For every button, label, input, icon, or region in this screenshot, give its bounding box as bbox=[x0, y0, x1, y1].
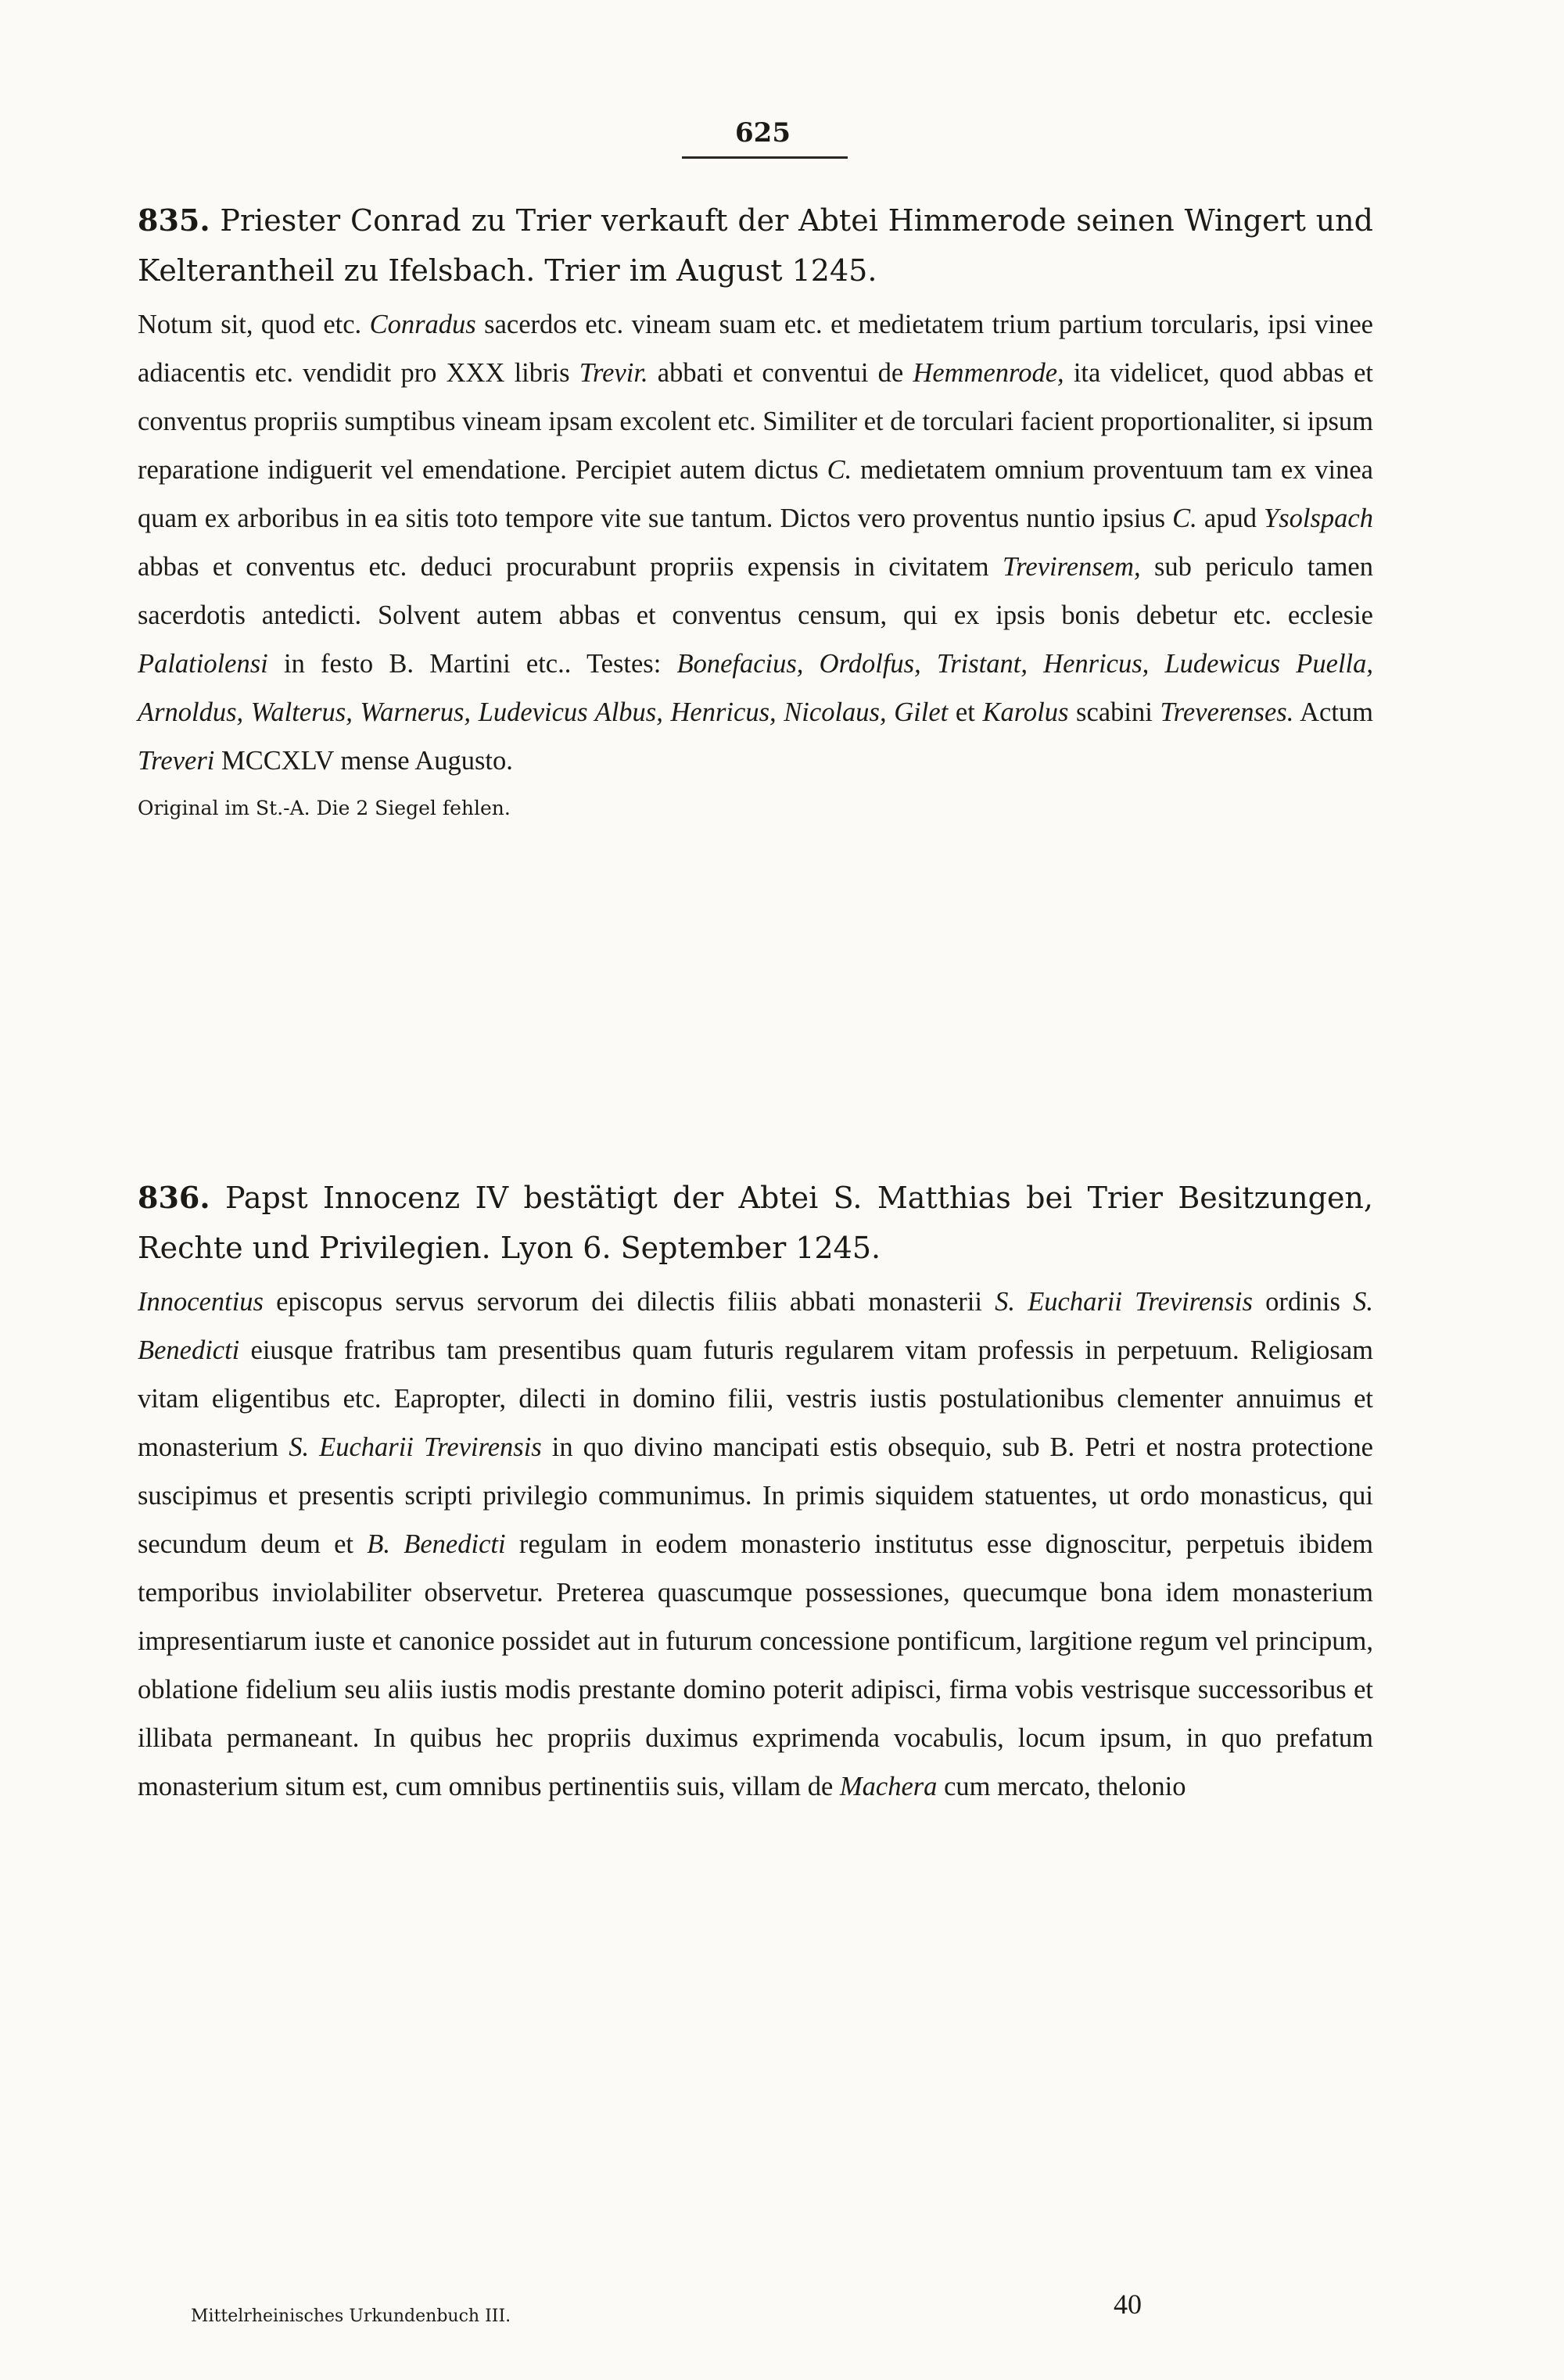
page-number: 625 bbox=[735, 117, 791, 149]
italic-text-run: Machera bbox=[839, 1772, 938, 1801]
text-run: eiusque fratribus tam presentibus quam futuris regularem vitam professis in perpetuum. Religiosam vitam eligentibus etc. Eapropter, dilecti in domino filii, vestris iustis postulationibus clementer annuimus et monasterium bbox=[138, 1335, 1373, 1462]
italic-text-run: Conradus bbox=[369, 310, 476, 339]
text-run: Actum bbox=[1293, 697, 1373, 727]
italic-text-run: C. bbox=[827, 455, 852, 485]
text-run: et bbox=[948, 697, 983, 727]
text-run: in festo B. Martini etc.. Testes: bbox=[267, 649, 677, 679]
italic-text-run: Bonefacius, Ordolfus, Tristant, Henricus, Ludewicus Puella, Arnoldus, Walterus, Warnerus, Ludevicus Albus, Henricus, Nicolaus, Gilet bbox=[138, 649, 1373, 727]
italic-text-run: Karolus bbox=[982, 697, 1069, 727]
italic-text-run: S. Benedicti bbox=[138, 1287, 1373, 1365]
italic-text-run: Palatiolensi bbox=[138, 649, 268, 679]
footer-title: Mittelrheinisches Urkundenbuch III. bbox=[191, 2307, 511, 2326]
text-run: abbati et conventui de bbox=[647, 358, 913, 388]
entry-body bbox=[138, 300, 1373, 785]
italic-text-run: S. Eucharii Trevirensis bbox=[289, 1432, 542, 1462]
entry-number: 836. bbox=[138, 1180, 210, 1215]
italic-text-run: Ysolspach bbox=[1264, 504, 1373, 533]
signature-number: 40 bbox=[1114, 2289, 1142, 2320]
italic-text-run: Treveri bbox=[138, 746, 215, 776]
text-run: episcopus servus servorum dei dilectis filiis abbati monasterii bbox=[263, 1287, 995, 1317]
text-run: MCCXLV mense Augusto. bbox=[214, 746, 513, 776]
italic-text-run: C. bbox=[1172, 504, 1197, 533]
entry-note: Original im St.-A. Die 2 Siegel fehlen. bbox=[138, 797, 511, 819]
text-run: sacerdos etc. vineam suam etc. et medietatem trium partium torcularis, ipsi vinee adiacentis etc. vendidit pro XXX libris bbox=[138, 310, 1373, 388]
entry-title: Papst Innocenz IV bestätigt der Abtei S. Matthias bei Trier Besitzungen, Rechte und Privilegien. bbox=[138, 1181, 1373, 1265]
entry-date: Trier im August 1245. bbox=[544, 253, 877, 288]
text-run: in quo divino mancipati estis obsequio, sub B. Petri et nostra protectione suscipimus et presentis scripti privilegio communimus. In primis siquidem statuentes, ut ordo monasticus, qui secundum deum et bbox=[138, 1432, 1373, 1559]
entry-date: Lyon 6. September 1245. bbox=[500, 1231, 881, 1265]
entry-836 bbox=[138, 1173, 1373, 1811]
text-run: scabini bbox=[1068, 697, 1160, 727]
entry-heading bbox=[138, 195, 1373, 296]
entry-body bbox=[138, 1278, 1373, 1811]
entry-heading bbox=[138, 1173, 1373, 1273]
text-run: apud bbox=[1196, 504, 1264, 533]
text-run: cum mercato, thelonio bbox=[937, 1772, 1186, 1801]
text-run: regulam in eodem monasterio institutus esse dignoscitur, perpetuis ibidem temporibus inviolabiliter observetur. Preterea quascumque possessiones, quecumque bona idem monasterium impresentiarum iuste et canonice possidet aut in futurum concessione pontificum, largitione regum vel principum, oblatione fidelium seu aliis iustis modis prestante domino poterit adipisci, firma vobis vestrisque successoribus et illibata permaneant. In quibus hec propriis duximus exprimenda vocabulis, locum ipsum, in quo prefatum monasterium situm est, cum omnibus pertinentiis suis, villam de bbox=[138, 1529, 1374, 1801]
entry-835 bbox=[138, 195, 1373, 829]
text-run: ordinis bbox=[1252, 1287, 1354, 1317]
entry-title: Priester Conrad zu Trier verkauft der Abtei Himmerode seinen Wingert und Kelterantheil zu Ifelsbach. bbox=[138, 203, 1373, 288]
italic-text-run: Innocentius bbox=[138, 1287, 264, 1317]
italic-text-run: Trevir. bbox=[579, 358, 648, 388]
text-run: Notum sit, quod etc. bbox=[138, 310, 370, 339]
text-run: sub periculo tamen sacerdotis antedicti. Solvent autem abbas et conventus censum, qui ex ipsis bonis debetur etc. ecclesie bbox=[138, 552, 1373, 630]
page-number-rule bbox=[682, 156, 848, 159]
italic-text-run: Trevirensem, bbox=[1002, 552, 1141, 582]
italic-text-run: B. Benedicti bbox=[367, 1529, 506, 1559]
text-run: ita videlicet, quod abbas et conventus propriis sumptibus vineam ipsam excolent etc. Similiter et de torculari facient proportionaliter, si ipsum reparatione indiguerit vel emendatione. Percipiet autem dictus bbox=[138, 358, 1373, 485]
italic-text-run: S. Eucharii Trevirensis bbox=[995, 1287, 1253, 1317]
entry-number: 835. bbox=[138, 203, 210, 238]
text-run: abbas et conventus etc. deduci procurabunt propriis expensis in civitatem bbox=[138, 552, 1003, 582]
text-run: medietatem omnium proventuum tam ex vinea quam ex arboribus in ea sitis toto tempore vite sue tantum. Dictos vero proventus nuntio ipsius bbox=[138, 455, 1373, 533]
italic-text-run: Treverenses. bbox=[1160, 697, 1294, 727]
italic-text-run: Hemmenrode, bbox=[913, 358, 1064, 388]
